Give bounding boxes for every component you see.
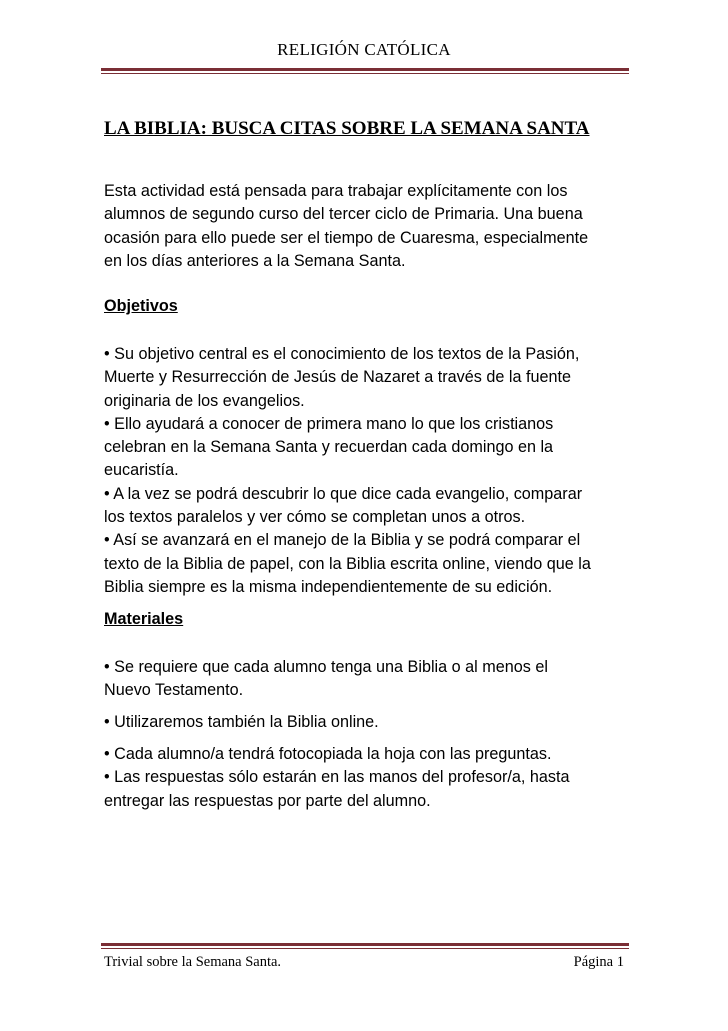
materiales-line: • Las respuestas sólo estarán en las manos del profesor/a, hasta — [104, 768, 570, 787]
footer-text: Trivial sobre la Semana Santa. — [104, 954, 282, 970]
objetivos-line: • A la vez se podrá descubrir lo que dice cada evangelio, comparar — [104, 484, 583, 503]
objetivos-line: Biblia siempre es la misma independientemente de su edición. — [104, 577, 553, 596]
materiales-line: • Cada alumno/a tendrá fotocopiada la hoja con las preguntas. — [104, 745, 552, 763]
materiales-block-1 — [104, 656, 624, 703]
materiales-block-2 — [104, 711, 624, 734]
document-title: LA BIBLIA: BUSCA CITAS SOBRE LA SEMANA SANTA — [104, 118, 590, 139]
intro-line: ocasión para ello puede ser el tiempo de Cuaresma, especialmente — [104, 228, 589, 247]
objetivos-paragraph — [104, 343, 624, 599]
objetivos-line: originaria de los evangelios. — [104, 391, 305, 410]
materiales-line: entregar las respuestas por parte del alumno. — [104, 791, 431, 810]
footer-rule — [101, 943, 629, 949]
intro-line: alumnos de segundo curso del tercer ciclo de Primaria. Una buena — [104, 205, 583, 224]
objetivos-line: eucaristía. — [104, 461, 179, 480]
intro-line: Esta actividad está pensada para trabajar explícitamente con los — [104, 182, 568, 200]
header-title: RELIGIÓN CATÓLICA — [277, 40, 451, 59]
header-rule — [101, 68, 629, 74]
intro-paragraph — [104, 180, 624, 273]
materiales-line: • Se requiere que cada alumno tenga una Biblia o al menos el — [104, 658, 548, 676]
objetivos-line: • Su objetivo central es el conocimiento de los textos de la Pasión, — [104, 345, 580, 363]
objetivos-line: celebran en la Semana Santa y recuerdan cada domingo en la — [104, 438, 554, 457]
intro-line: en los días anteriores a la Semana Santa. — [104, 251, 406, 270]
materiales-heading: Materiales — [104, 610, 184, 628]
objetivos-line: Muerte y Resurrección de Jesús de Nazaret a través de la fuente — [104, 368, 571, 387]
objetivos-heading: Objetivos — [104, 297, 178, 315]
materiales-line: • Utilizaremos también la Biblia online. — [104, 713, 379, 731]
materiales-line: Nuevo Testamento. — [104, 681, 244, 700]
objetivos-line: los textos paralelos y ver cómo se completan unos a otros. — [104, 508, 526, 527]
objetivos-line: texto de la Biblia de papel, con la Biblia escrita online, viendo que la — [104, 554, 591, 573]
page-number: Página 1 — [573, 954, 624, 970]
objetivos-line: • Ello ayudará a conocer de primera mano lo que los cristianos — [104, 414, 554, 433]
materiales-block-3 — [104, 743, 624, 813]
objetivos-line: • Así se avanzará en el manejo de la Biblia y se podrá comparar el — [104, 531, 581, 550]
